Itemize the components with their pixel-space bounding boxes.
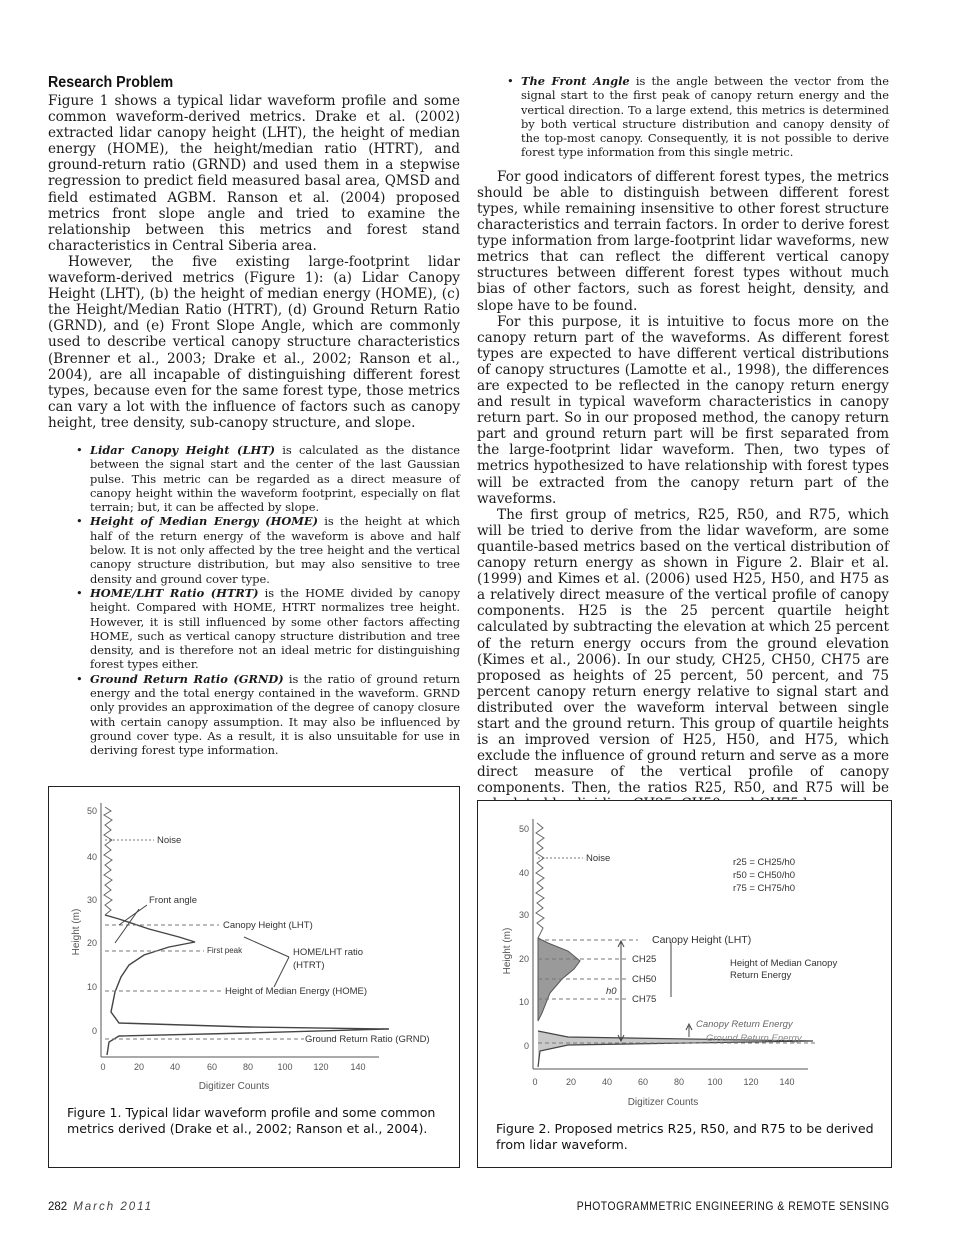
figure-1 [48,786,460,1168]
figure-2-caption: Figure 2. Proposed metrics R25, R50, and R75 to be derived from lidar waveform. [496,1121,874,1152]
paragraph-1: Figure 1 shows a typical lidar waveform profile and some common waveform-derived metrics. Drake et al. (2002) extracted lidar canopy height (LHT), the height of median energy (HOME), the height/median ratio (HTRT), and ground-return ratio (GRND) and used them in a stepwise regression to predict field measured basal area, QMSD and field estimated AGBM. Ranson et al. (2004) proposed metrics front slope angle and tried to examine the relationship between this metrics and forest stand characteristics in Central Siberia area. [48,93,460,254]
x-axis-label: Digitizer Counts [198,1081,270,1092]
bullet-icon: • [76,514,83,529]
canopy-height-label: Canopy Height (LHT) [223,920,313,931]
list-item [48,672,460,758]
median-label-2: Return Energy [730,970,792,981]
list-item [48,514,460,585]
median-label: Height of Median Canopy [730,958,838,969]
canopy-return-label: Canopy Return Energy [696,1019,793,1030]
htrt-label: HOME/LHT ratio [293,947,364,958]
page-footer-left [48,1201,153,1213]
bullet-term: HOME/LHT Ratio (HTRT) [90,585,259,600]
noise-label: Noise [586,853,611,864]
x-tick: 80 [242,1062,254,1072]
x-tick: 0 [100,1062,106,1072]
issue-date: March 2011 [73,1201,154,1213]
htrt-pointer [244,937,289,957]
bullet-text: is the ratio of ground return energy and the total energy contained in the waveform. GRND only provides an approximation of the degree of canopy closure with certain canopy assumption. It may also be influenced by ground cover type. As a result, it is also unsuitable for use in deriving forest type information. [90,671,460,758]
metric-list [48,443,460,758]
ch75-label: CH75 [632,994,657,1005]
ground-ratio-label: Ground Return Ratio (GRND) [305,1034,430,1045]
y-tick: 50 [518,824,529,834]
noise-signal [536,823,544,938]
x-tick: 0 [532,1077,538,1087]
y-tick: 20 [518,954,529,964]
paragraph-5: The first group of metrics, R25, R50, and R75, which will be tried to derive from the lidar waveform, are some quantile-based metrics based on the vertical distribution of canopy return energy as shown in Figure 2. Blair et al. (1999) and Kimes et al. (2006) used H25, H50, and H75 as a relatively direct measure of the vertical profile of canopy components. H25 is the 25 percent quartile height calculated by subtracting the elevation at which 25 percent of the return energy occurs from the ground elevation (Kimes et al., 2006). In our study, CH25, CH50, CH75 are proposed as heights of 25 percent, 50 percent, and 75 percent canopy return energy relative to signal start and distributed over the waveform interval between single start and the ground return. This group of quartile heights is an improved version of H25, H50, and H75, which exclude the influence of ground return and serve as a more direct measure of the vertical profile of canopy components. Then, the ratios R25, R50, and R75 will be [477,506,889,797]
front-angle-vector [115,909,139,943]
paragraph-2: However, the five existing large-footprint lidar waveform-derived metrics (Figure 1): (a) Lidar Canopy Height (LHT), (b) the height of median energy (HOME), (c) the Height/Median Ratio (HTRT), (d) Ground Return Ratio (GRND), and (e) Front Slope Angle, which are commonly used to describe vertical canopy structure characteristics (Brenner et al., 2003; Drake et al., 2002; Ranson et al., 2004), are all incapable of distinguishing different forest types, because even for the same forest type, those metrics can vary a lot with the influence of factors such as canopy height, tree density, sub-canopy structure, and slope. [48,253,460,431]
front-angle-pointer [119,905,147,925]
bullet-term: Ground Return Ratio (GRND) [90,671,284,686]
ground-return-label: Ground Return Energy [706,1033,802,1044]
h0-label: h0 [606,986,617,997]
x-tick: 40 [601,1077,613,1087]
paragraph-4: For this purpose, it is intuitive to focus more on the canopy return part of the waveforms. As different forest types are expected to have different vertical distributions of canopy structures (Lamotte et al., 1998), the differences are expected to be reflected in the canopy return energy and result in typical waveform characteristics in canopy return part. So in our proposed method, the canopy return part and ground return part will be first separated from the large-footprint lidar waveform. Then, two types of metrics hypothesized to have relationship with forest types will be extracted from the canopy return part of the waveforms. [477,313,889,507]
right-column [477,74,889,813]
y-tick: 0 [523,1041,529,1051]
r50-label: r50 = CH50/h0 [733,870,796,881]
noise-signal [104,807,112,915]
y-tick: 30 [518,910,529,920]
bullet-icon: • [76,671,83,686]
x-tick: 80 [673,1077,685,1087]
bullet-icon: • [76,442,83,457]
figure-2-plot [478,801,891,1116]
page-number: 282 [48,1201,68,1213]
y-tick: 40 [518,868,529,878]
figure-1-plot [49,787,459,1102]
y-tick: 10 [86,982,97,992]
bullet-term: The Front Angle [521,74,630,88]
x-tick: 60 [637,1077,649,1087]
htrt-label-2: (HTRT) [293,960,325,971]
y-tick: 40 [86,852,97,862]
y-tick: 30 [86,895,97,905]
ch50-label: CH50 [632,974,657,985]
bullet-icon: • [507,74,514,88]
x-tick: 20 [565,1077,577,1087]
bullet-text: is the angle between the vector from the signal start to the first peak of canopy return energy and the vertical direction. To a large extend, this metrics is determined by both vertical structure distribution and canopy density of the top-most canopy. Consequently, it is not possible to derive forest type information from this single metric. [521,74,890,160]
front-angle-list [477,74,889,160]
paragraph-3: For good indicators of different forest types, the metrics should be able to distinguish between different forest types, while remaining insensitive to other forest structure characteristics and terrain factors. In order to derive forest type information from large-footprint lidar waveforms, new metrics that can reflect the different vertical canopy structures between different forest types without much bias of other factors, such as forest height, density, and slope have to be found. [477,168,889,314]
list-item [48,443,460,514]
bullet-term: Height of Median Energy (HOME) [90,514,318,529]
y-tick: 0 [91,1026,97,1036]
left-column [48,74,460,758]
x-tick: 120 [313,1062,329,1072]
x-tick: 60 [206,1062,218,1072]
noise-label: Noise [157,835,182,846]
bullet-text: is calculated as the distance between the signal start and the center of the last Gaussian pulse. This metric can be regarded as a direct measure of canopy height within the waveform footprint, especially on flat terrain; but, it can be affected by slope. [90,442,461,515]
section-heading: Research Problem [48,74,174,91]
median-energy-label: Height of Median Energy (HOME) [225,986,368,997]
x-tick: 140 [350,1062,366,1072]
ch25-label: CH25 [632,954,657,965]
first-peak-label: First peak [207,946,243,955]
x-tick: 40 [169,1062,181,1072]
y-tick: 10 [518,997,529,1007]
x-tick: 100 [277,1062,293,1072]
bullet-icon: • [76,585,83,600]
x-tick: 120 [743,1077,759,1087]
bullet-text: is the height at which half of the return energy of the waveform is above and half below. It is not only affected by the tree height and the vertical canopy structure distribution, but may also sensitive to tree density and ground cover type. [90,514,460,586]
x-axis-label: Digitizer Counts [627,1097,699,1108]
y-axis-label: Height (m) [71,908,82,956]
list-item [48,586,460,672]
y-tick: 20 [86,938,97,948]
htrt-pointer [274,957,289,987]
y-tick: 50 [86,806,97,816]
x-tick: 20 [133,1062,145,1072]
figure-2 [477,800,892,1168]
list-item [477,74,889,160]
x-tick: 100 [707,1077,723,1087]
bullet-term: Lidar Canopy Height (LHT) [90,442,276,457]
canopy-height-label: Canopy Height (LHT) [652,934,752,946]
r25-label: r25 = CH25/h0 [733,857,796,868]
r75-label: r75 = CH75/h0 [733,883,796,894]
journal-name: PHOTOGRAMMETRIC ENGINEERING & REMOTE SENSING [577,1201,890,1213]
x-tick: 140 [779,1077,795,1087]
bullet-text: is the HOME divided by canopy height. Compared with HOME, HTRT normalizes tree height. However, it is still influenced by some other factors affecting HOME, such as vertical canopy structure distribution and tree density, and is therefore not an ideal metric for distinguishing forest types either. [90,585,460,672]
figure-1-caption: Figure 1. Typical lidar waveform profile and some common metrics derived (Drake et al., 2002; Ranson et al., 2004). [67,1105,436,1136]
y-axis-label: Height (m) [502,927,513,975]
front-angle-label: Front angle [149,895,198,906]
